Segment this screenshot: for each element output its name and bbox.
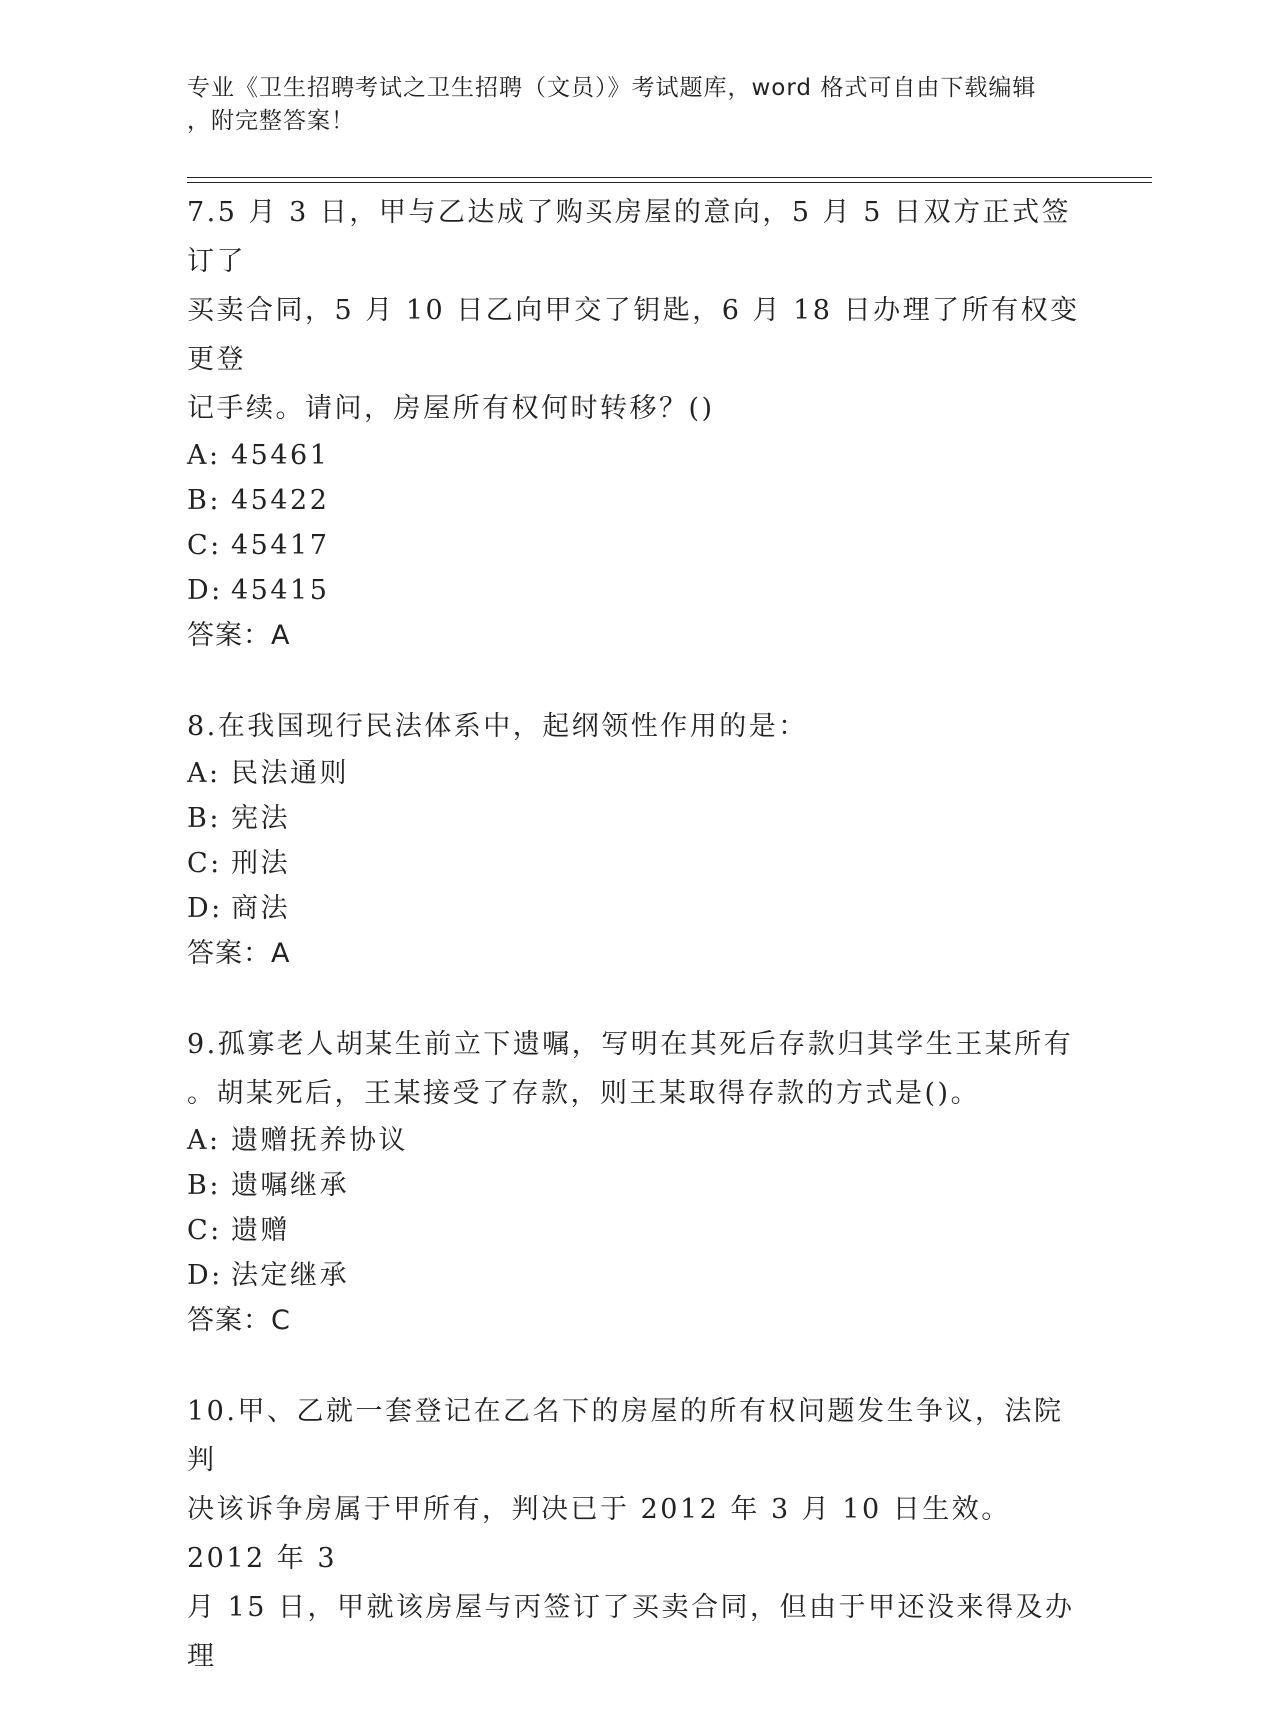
question-9 — [187, 1020, 1087, 1343]
option-text: 遗嘱继承 — [231, 1170, 349, 1201]
option-text: 45422 — [231, 485, 330, 516]
option-text: 宪法 — [231, 803, 290, 834]
option-c — [187, 841, 1087, 886]
option-b — [187, 1163, 1087, 1208]
option-c — [187, 523, 1087, 568]
option-a — [187, 433, 1087, 478]
option-text: 45415 — [231, 575, 330, 606]
option-text: 遗赠 — [231, 1215, 290, 1246]
option-key: C: — [187, 848, 222, 879]
question-stem-line: 。胡某死后，王某接受了存款，则王某取得存款的方式是()。 — [187, 1078, 981, 1109]
question-stem-line: 记手续。请问，房屋所有权何时转移？() — [187, 393, 715, 424]
option-d — [187, 1253, 1087, 1298]
question-7 — [187, 188, 1087, 658]
header-line: ，附完整答案！ — [187, 108, 355, 134]
option-text: 遗赠抚养协议 — [231, 1125, 408, 1156]
option-a — [187, 1118, 1087, 1163]
option-key: C: — [187, 1215, 222, 1246]
option-text: 45417 — [231, 530, 330, 561]
option-key: A: — [187, 1125, 221, 1156]
option-a — [187, 751, 1087, 796]
option-key: A: — [187, 758, 221, 789]
answer-line: 答案：A — [187, 938, 291, 969]
option-key: B: — [187, 485, 221, 516]
option-text: 民法通则 — [231, 758, 349, 789]
option-d — [187, 886, 1087, 931]
answer-line: 答案：C — [187, 1305, 291, 1336]
question-10 — [187, 1387, 1087, 1681]
question-8 — [187, 702, 1087, 976]
option-text: 法定继承 — [231, 1260, 349, 1291]
question-stem-line: 9.孤寡老人胡某生前立下遗嘱，写明在其死后存款归其学生王某所有 — [187, 1029, 1074, 1060]
header-line: 专业《卫生招聘考试之卫生招聘（文员）》考试题库，word 格式可自由下载编辑 — [187, 75, 1037, 101]
option-key: D: — [187, 1260, 223, 1291]
question-stem-line: 月 15 日，甲就该房屋与丙签订了买卖合同，但由于甲还没来得及办理 — [187, 1592, 1075, 1672]
option-key: C: — [187, 530, 222, 561]
option-text: 商法 — [231, 893, 290, 924]
header-rule-bottom — [187, 182, 1152, 183]
question-list — [187, 188, 1087, 1725]
question-stem-line: 8.在我国现行民法体系中，起纲领性作用的是： — [187, 711, 808, 742]
document-header — [187, 72, 1067, 138]
option-key: D: — [187, 575, 223, 606]
header-rule-top — [187, 177, 1152, 178]
question-stem-line: 买卖合同，5 月 10 日乙向甲交了钥匙，6 月 18 日办理了所有权变更登 — [187, 295, 1080, 375]
option-d — [187, 568, 1087, 613]
option-text: 45461 — [231, 440, 330, 471]
option-c — [187, 1208, 1087, 1253]
option-b — [187, 478, 1087, 523]
option-b — [187, 796, 1087, 841]
option-text: 刑法 — [231, 848, 290, 879]
option-key: D: — [187, 893, 223, 924]
question-stem-line: 10.甲、乙就一套登记在乙名下的房屋的所有权问题发生争议，法院判 — [187, 1396, 1064, 1476]
answer-line: 答案：A — [187, 620, 291, 651]
option-key: B: — [187, 803, 221, 834]
question-stem-line: 决该诉争房属于甲所有，判决已于 2012 年 3 月 10 日生效。2012 年 3 — [187, 1494, 1011, 1574]
option-key: B: — [187, 1170, 221, 1201]
option-key: A: — [187, 440, 221, 471]
question-stem-line: 7.5 月 3 日，甲与乙达成了购买房屋的意向，5 月 5 日双方正式签订了 — [187, 197, 1071, 277]
